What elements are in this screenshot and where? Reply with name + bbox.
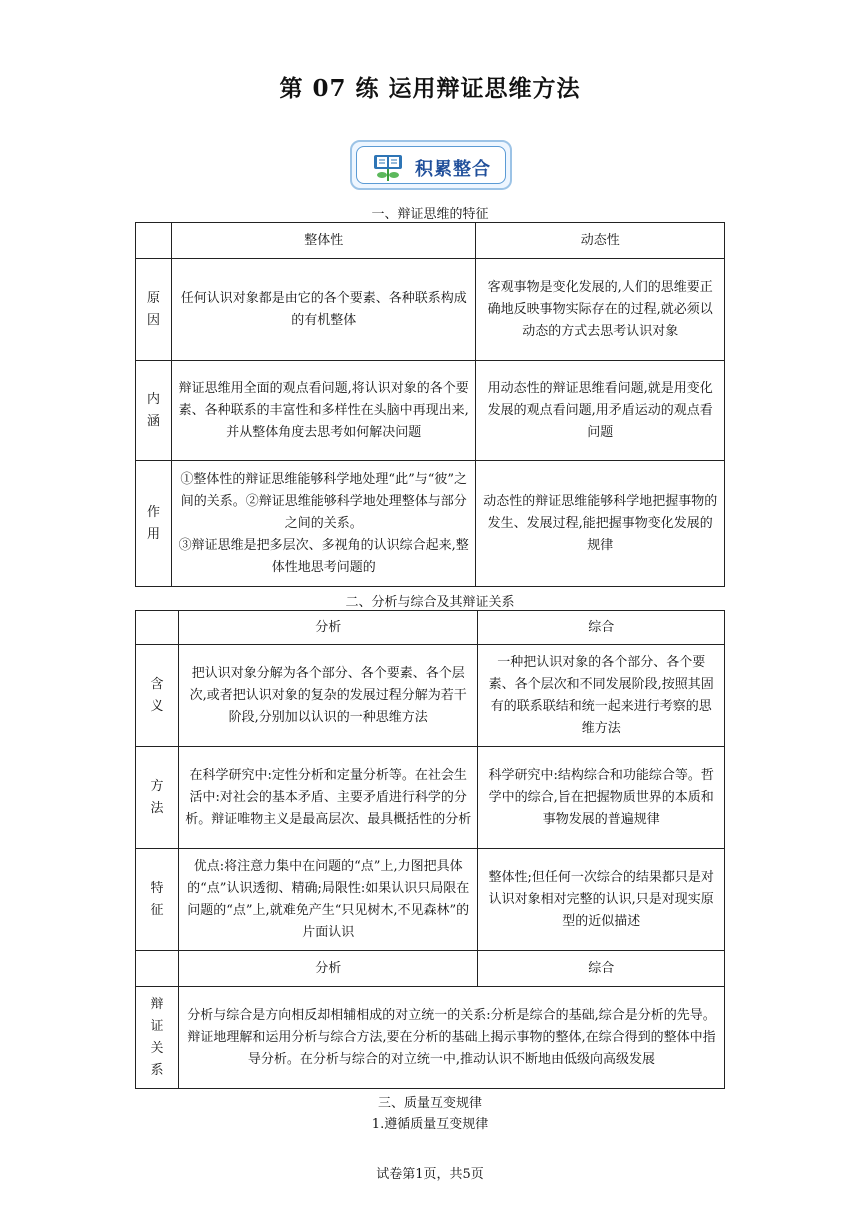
header-cell: 动态性	[476, 223, 725, 259]
section3-subheading: 1.遵循质量互变规律	[371, 1117, 489, 1132]
table-cell: 整体性;但任何一次综合的结果都只是对认识对象相对完整的认识,只是对现实原型的近似描述	[478, 849, 725, 951]
header-cell: 分析	[178, 951, 477, 987]
table-row	[136, 849, 725, 951]
header-cell	[136, 611, 179, 645]
table-cell: 在科学研究中:定性分析和定量分析等。在社会生活中:对社会的基本矛盾、主要矛盾进行科学的分析。辩证唯物主义是最高层次、最具概括性的分析	[178, 747, 477, 849]
row-label: 辩 证 关 系	[136, 987, 179, 1089]
table-cell: 一种把认识对象的各个部分、各个要素、各个层次和不同发展阶段,按照其固有的联系联结和统一起来进行考察的思维方法	[478, 645, 725, 747]
section2-heading: 二、分析与综合及其辩证关系	[345, 595, 515, 610]
row-label: 原 因	[136, 259, 172, 361]
table-row	[136, 461, 725, 587]
row-label: 特 征	[136, 849, 179, 951]
table-cell: 分析与综合是方向相反却相辅相成的对立统一的关系:分析是综合的基础,综合是分析的先导。辩证地理解和运用分析与综合方法,要在分析的基础上揭示事物的整体,在综合得到的整体中指导分析。在分析与综合的对立统一中,推动认识不断地由低级向高级发展	[178, 987, 724, 1089]
row-label: 方 法	[136, 747, 179, 849]
page-footer: 试卷第1页，共5页	[376, 1167, 484, 1182]
table-row	[136, 987, 725, 1089]
table-cell: 任何认识对象都是由它的各个要素、各种联系构成的有机整体	[171, 259, 476, 361]
analysis-synthesis-table	[135, 610, 725, 1089]
header-cell: 综合	[478, 611, 725, 645]
table-row	[136, 259, 725, 361]
table-cell: ①整体性的辩证思维能够科学地处理“此”与“彼”之间的关系。②辩证思维能够科学地处理整体与部分之间的关系。 ③辩证思维是把多层次、多视角的认识综合起来,整体性地思考问题的	[171, 461, 476, 587]
table-row	[136, 645, 725, 747]
table-cell: 科学研究中:结构综合和功能综合等。哲学中的综合,旨在把握物质世界的本质和事物发展的普遍规律	[478, 747, 725, 849]
table-row	[136, 747, 725, 849]
header-cell: 综合	[478, 951, 725, 987]
table-row	[136, 361, 725, 461]
header-cell	[136, 223, 172, 259]
banner-label: 积累整合	[415, 159, 491, 180]
table-cell: 优点:将注意力集中在问题的“点”上,力图把具体的“点”认识透彻、精确;局限性:如果认识只局限在问题的“点”上,就难免产生“只见树木,不见森林”的片面认识	[178, 849, 477, 951]
section-banner	[350, 140, 512, 190]
section1-heading: 一、辩证思维的特征	[371, 207, 489, 222]
table-header-row	[136, 951, 725, 987]
row-label: 含 义	[136, 645, 179, 747]
header-cell	[136, 951, 179, 987]
page-title: 第 07 练 运用辩证思维方法	[279, 75, 581, 102]
table-cell: 用动态性的辩证思维看问题,就是用变化发展的观点看问题,用矛盾运动的观点看问题	[476, 361, 725, 461]
book-plant-icon	[371, 153, 405, 183]
section3-heading: 三、质量互变规律	[377, 1096, 482, 1111]
dialectical-features-table	[135, 222, 725, 587]
row-label: 作 用	[136, 461, 172, 587]
table-cell: 辩证思维用全面的观点看问题,将认识对象的各个要素、各种联系的丰富性和多样性在头脑中再现出来,并从整体角度去思考如何解决问题	[171, 361, 476, 461]
row-label: 内 涵	[136, 361, 172, 461]
table-header-row	[136, 611, 725, 645]
header-cell: 整体性	[171, 223, 476, 259]
table-header-row	[136, 223, 725, 259]
table-cell: 把认识对象分解为各个部分、各个要素、各个层次,或者把认识对象的复杂的发展过程分解为若干阶段,分别加以认识的一种思维方法	[178, 645, 477, 747]
table-cell: 客观事物是变化发展的,人们的思维要正确地反映事物实际存在的过程,就必须以动态的方式去思考认识对象	[476, 259, 725, 361]
table-cell: 动态性的辩证思维能够科学地把握事物的发生、发展过程,能把握事物变化发展的规律	[476, 461, 725, 587]
header-cell: 分析	[178, 611, 477, 645]
